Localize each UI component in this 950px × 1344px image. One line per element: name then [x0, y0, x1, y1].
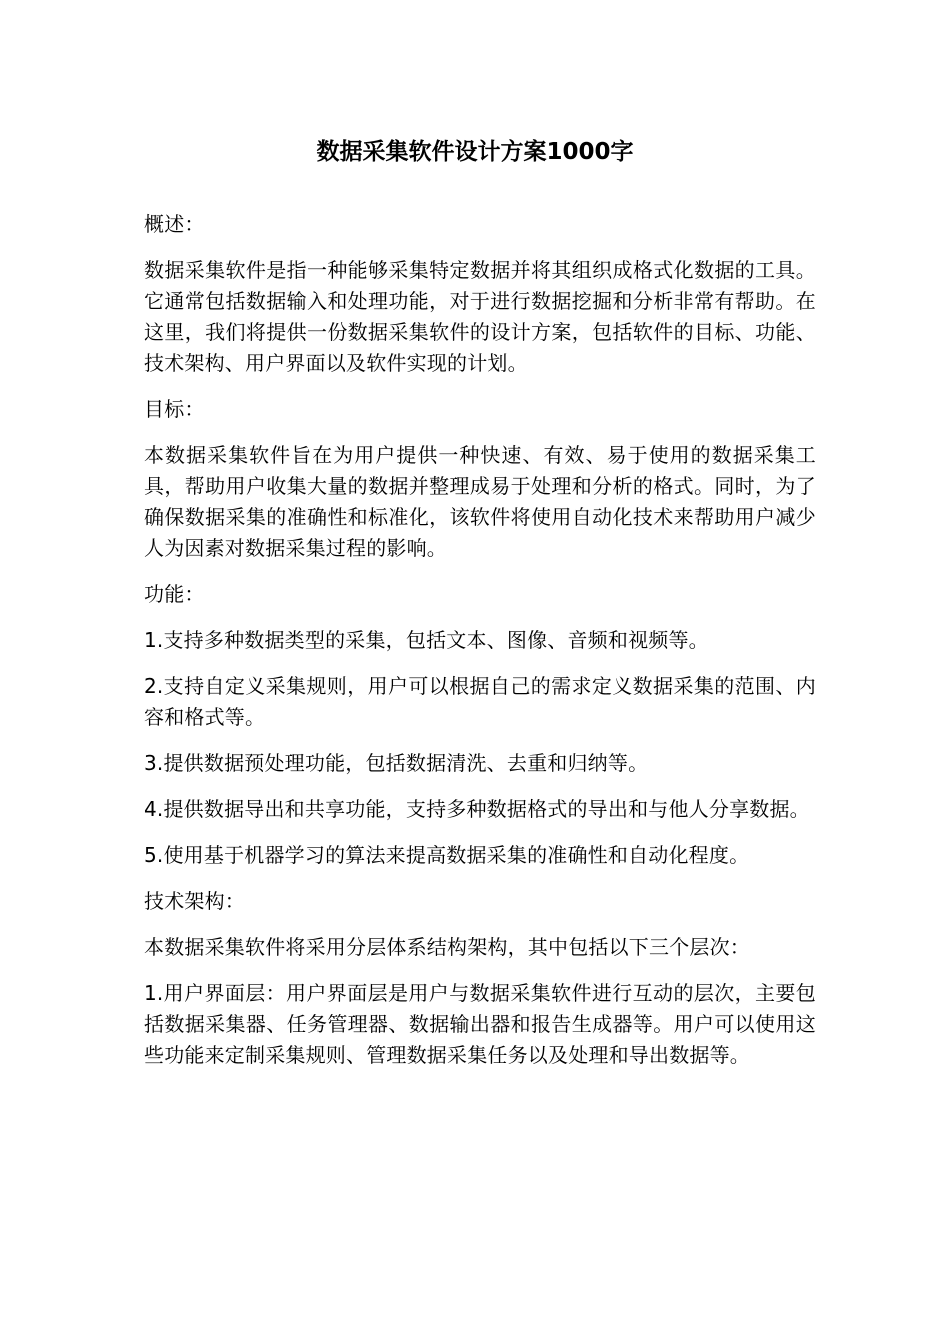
feature-item-1: 1.支持多种数据类型的采集，包括文本、图像、音频和视频等。 — [144, 628, 709, 652]
section-heading-features: 功能： — [144, 582, 205, 606]
architecture-intro-paragraph: 本数据采集软件将采用分层体系结构架构，其中包括以下三个层次： — [144, 935, 750, 959]
section-heading-goals: 目标： — [144, 397, 205, 421]
feature-item-5: 5.使用基于机器学习的算法来提高数据采集的准确性和自动化程度。 — [144, 843, 750, 867]
feature-item-2: 2.支持自定义采集规则，用户可以根据自己的需求定义数据采集的范围、内容和格式等。 — [144, 674, 816, 729]
feature-item-3: 3.提供数据预处理功能，包括数据清洗、去重和归纳等。 — [144, 751, 649, 775]
document-body — [144, 209, 816, 1086]
section-heading-overview: 概述： — [144, 212, 205, 236]
section-heading-architecture: 技术架构： — [144, 889, 245, 913]
feature-item-4: 4.提供数据导出和共享功能，支持多种数据格式的导出和与他人分享数据。 — [144, 797, 810, 821]
goals-paragraph: 本数据采集软件旨在为用户提供一种快速、有效、易于使用的数据采集工具，帮助用户收集大量的数据并整理成易于处理和分析的格式。同时，为了确保数据采集的准确性和标准化，该软件将使用自动化技术来帮助用户减少人为因素对数据采集过程的影响。 — [144, 443, 816, 560]
architecture-layer-1: 1.用户界面层：用户界面层是用户与数据采集软件进行互动的层次，主要包括数据采集器、任务管理器、数据输出器和报告生成器等。用户可以使用这些功能来定制采集规则、管理数据采集任务以及处理和导出数据等。 — [144, 981, 816, 1067]
overview-paragraph: 数据采集软件是指一种能够采集特定数据并将其组织成格式化数据的工具。它通常包括数据输入和处理功能，对于进行数据挖掘和分析非常有帮助。在这里，我们将提供一份数据采集软件的设计方案，包括软件的目标、功能、技术架构、用户界面以及软件实现的计划。 — [144, 258, 816, 375]
document-title: 数据采集软件设计方案1000字 — [316, 139, 634, 165]
